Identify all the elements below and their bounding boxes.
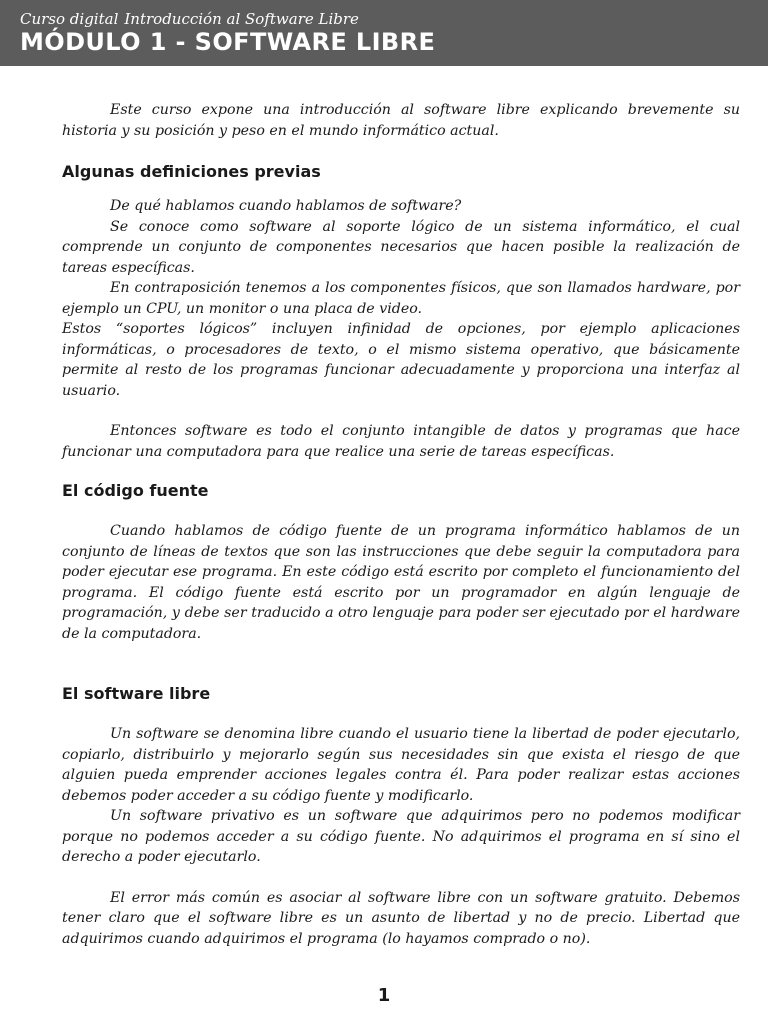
paragraph-software-summary: Entonces software es todo el conjunto intangible de datos y programas que hace funcionar una computadora para que realice una serie de tareas específicas.	[62, 423, 740, 460]
paragraph-software-definition: Se conoce como software al soporte lógico de un sistema informático, el cual comprende un conjunto de componentes necesarios que hacen posible la realización de tareas específicas.	[62, 218, 740, 276]
document-body	[62, 100, 740, 949]
paragraph-logical-supports: Estos “soportes lógicos” incluyen infinidad de opciones, por ejemplo aplicaciones informáticas, o procesadores de texto, o el mismo sistema operativo, que básicamente permite al resto de los programas funcionar adecuadamente y proporciona una interfaz al usuario.	[62, 321, 740, 399]
section-heading-definitions: Algunas definiciones previas	[62, 162, 321, 181]
section-heading-free-software: El software libre	[62, 684, 211, 703]
course-subtitle	[20, 10, 359, 28]
paragraph-question: De qué hablamos cuando hablamos de software?	[110, 198, 462, 214]
course-label: Curso digital	[20, 10, 119, 28]
paragraph-hardware: En contraposición tenemos a los componentes físicos, que son llamados hardware, por ejemplo un CPU, un monitor o una placa de video.	[62, 280, 740, 317]
paragraph-source-code: Cuando hablamos de código fuente de un programa informático hablamos de un conjunto de líneas de textos que son las instrucciones que debe seguir la computadora para poder ejecutar ese programa. En este código está escrito por completo el funcionamiento del programa. El código fuente está escrito por un programador en algún lenguaje de programación, y debe ser traducido a otro lenguaje para poder ser ejecutado por el hardware de la computadora.	[62, 523, 740, 642]
module-header	[0, 0, 768, 66]
paragraph-common-error: El error más común es asociar al software libre con un software gratuito. Debemos tener claro que el software libre es un asunto de libertad y no de precio. Libertad que adquirimos cuando adquirimos el programa (lo hayamos comprado o no).	[62, 889, 740, 947]
intro-paragraph: Este curso expone una introducción al software libre explicando brevemente su historia y su posición y peso en el mundo informático actual.	[62, 102, 740, 139]
paragraph-proprietary-software: Un software privativo es un software que adquirimos pero no podemos modificar porque no podemos acceder a su código fuente. No adquirimos el programa en sí sino el derecho a poder ejecutarlo.	[62, 808, 740, 865]
section-heading-source-code: El código fuente	[62, 481, 209, 500]
course-title: Introducción al Software Libre	[124, 10, 359, 28]
module-title: MÓDULO 1 - SOFTWARE LIBRE	[20, 28, 436, 56]
paragraph-free-software: Un software se denomina libre cuando el usuario tiene la libertad de poder ejecutarlo, copiarlo, distribuirlo y mejorarlo según sus necesidades sin que exista el riesgo de que alguien pueda emprender acciones legales contra él. Para poder realizar estas acciones debemos poder acceder a su código fuente y modificarlo.	[62, 726, 740, 804]
page-number: 1	[377, 985, 391, 1006]
